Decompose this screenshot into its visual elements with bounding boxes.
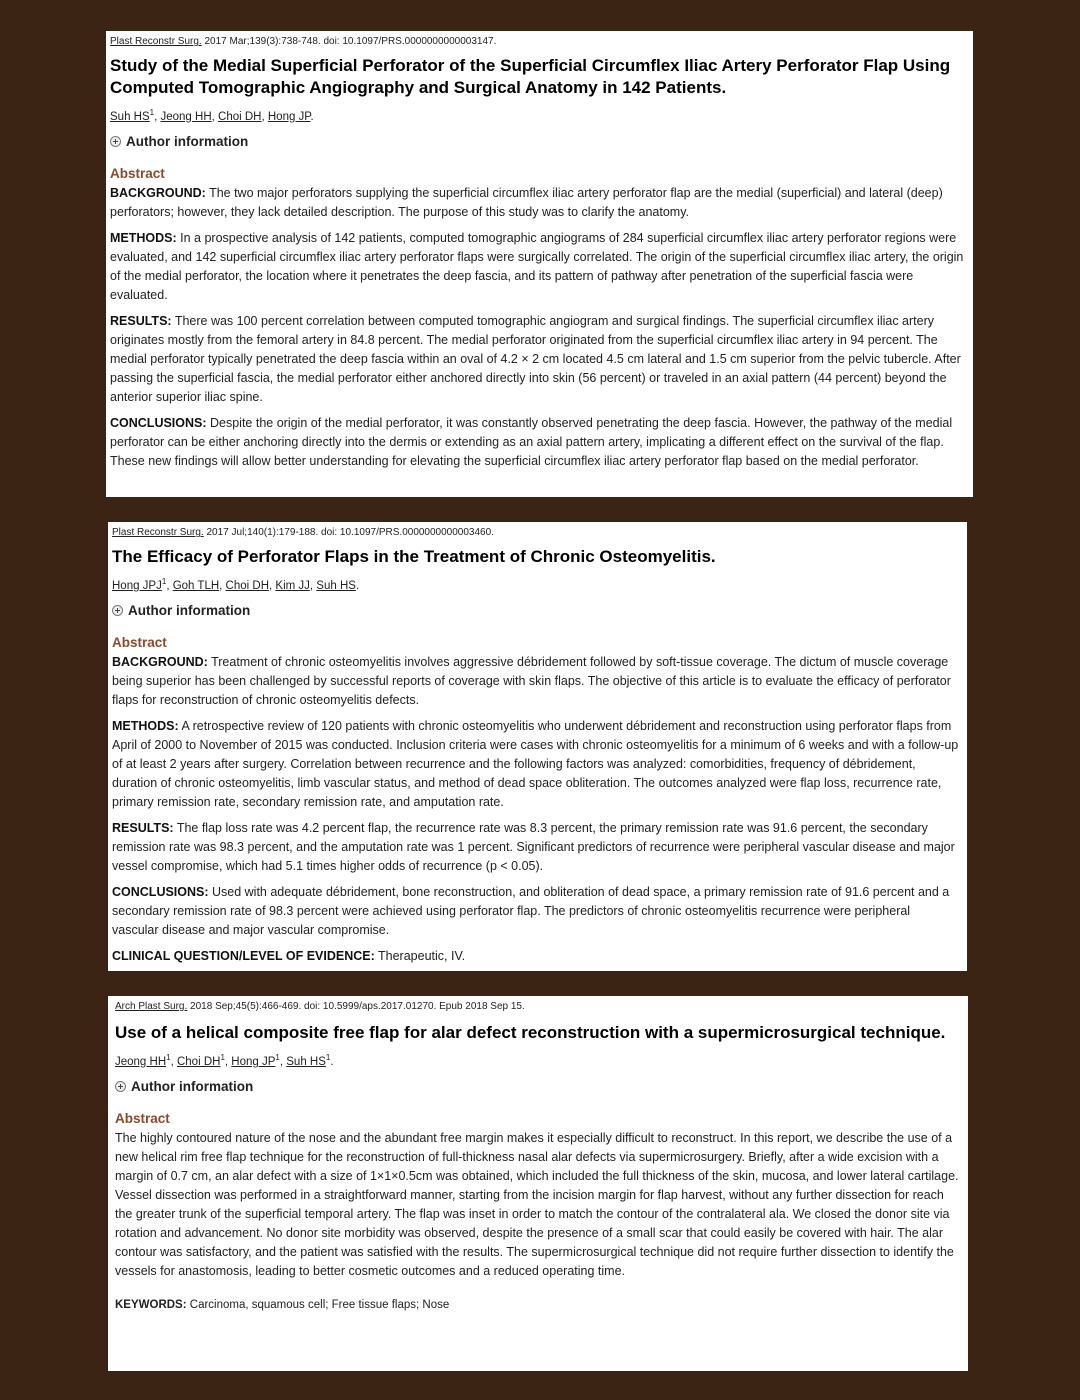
author-link[interactable]: Choi DH [176, 1055, 221, 1068]
journal-link[interactable]: Arch Plast Surg. [115, 1001, 188, 1012]
author-list: Jeong $HH^1$, Choi $DH^1$, Hong $JP^1$, Suh $HS^1$. [115, 1053, 334, 1068]
expand-plus-icon[interactable] [115, 1081, 126, 1092]
author-link[interactable]: Jeong HH [160, 110, 212, 123]
abstract-section: CLINICAL QUESTION/LEVEL OF EVIDENCE: Therapeutic, IV. [112, 948, 466, 963]
author-link[interactable]: Suh HS [110, 110, 150, 123]
expand-plus-icon[interactable] [110, 136, 121, 147]
author-list: Hong JPJ$^1$, Goh TLH, Choi DH, Kim JJ, Suh HS. [112, 577, 360, 592]
author-information-toggle[interactable]: Author information [115, 1079, 960, 1094]
abstract-heading: Abstract [110, 165, 165, 181]
article-title[interactable]: Use of a helical composite free flap for alar defect reconstruction with a supermicrosurgical technique. [115, 1023, 946, 1042]
article-card [108, 996, 968, 1371]
abstract-section: RESULTS: There was 100 percent correlation between computed tomographic angiogram and surgical findings. The superficial circumflex iliac artery originates mostly from the femoral artery in 84.8 percent. The medial perforator originated from the superficial circumflex iliac artery in 94 percent. The medial perforator typically penetrated the deep fascia within an oval of 4.2 × 2 cm located 4.5 cm lateral and 1.5 cm superior from the pelvic tubercle. After passing the superficial fascia, the medial perforator either anchored directly into skin (56 percent) or traveled in an axial pattern (44 percent) beyond the anterior superior iliac spine. [110, 313, 961, 404]
article-card [108, 522, 967, 971]
abstract-section: The highly contoured nature of the nose and the abundant free margin makes it especially difficult to reconstruct. In this report, we describe the use of a new helical rim free flap technique for the reconstruction of full-thickness nasal alar defects via supermicrosurgery. Briefly, after a wide excision with a margin of 0.7 cm, an alar defect with a size of 1×1×0.5cm was obtained, which included the full thickness of the skin, mucosa, and lower lateral cartilage. Vessel dissection was performed in a straightforward manner, starting from the incision margin for flap harvest, without any further dissection for reach the greater trunk of the superficial temporal artery. The flap was inset in order to match the contour of the contralateral ala. We closed the donor site via rotation and advancement. No donor site morbidity was observed, despite the presence of a small scar that could easily be covered with hair. The alar contour was satisfactory, and the patient was satisfied with the results. The supermicrosurgical technique did not require further dissection to identify the vessels for anastomosis, leading to better cosmetic outcomes and a reduced operating time. [115, 1130, 959, 1278]
author-link[interactable]: Hong JP [267, 110, 311, 123]
author-link[interactable]: Goh TLH [172, 579, 220, 592]
author-link[interactable]: Suh HS [316, 579, 356, 592]
author-link[interactable]: Choi DH [218, 110, 262, 123]
author-information-toggle[interactable]: Author information [112, 603, 959, 618]
article-title[interactable]: The Efficacy of Perforator Flaps in the Treatment of Chronic Osteomyelitis. [112, 547, 716, 566]
abstract-heading: Abstract [112, 634, 167, 650]
author-information-toggle[interactable]: Author information [110, 134, 965, 149]
author-link[interactable]: Suh HS [286, 1055, 326, 1068]
abstract-section: METHODS: In a prospective analysis of 142 patients, computed tomographic angiograms of 284 superficial circumflex iliac artery perforator regions were evaluated, and 142 superficial circumflex iliac artery perforator flaps were surgically correlated. The origin of the superficial circumflex iliac artery, the origin of the medial perforator, the location where it penetrates the deep fascia, and its pattern of pathway after penetration of the superficial fascia were evaluated. [110, 230, 964, 302]
journal-link[interactable]: Plast Reconstr Surg. [110, 36, 202, 47]
abstract-heading: Abstract [115, 1110, 170, 1126]
author-link[interactable]: Kim JJ [275, 579, 310, 592]
keywords: KEYWORDS: Carcinoma, squamous cell; Free tissue flaps; Nose [115, 1298, 450, 1311]
journal-link[interactable]: Plast Reconstr Surg. [112, 527, 204, 538]
abstract-section: METHODS: A retrospective review of 120 patients with chronic osteomyelitis who underwent débridement and reconstruction using perforator flaps from April of 2000 to November of 2015 was conducted. Inclusion criteria were cases with chronic osteomyelitis for a minimum of 6 weeks and with a follow-up of at least 2 years after surgery. Correlation between recurrence and the following factors was analyzed: comorbidities, frequency of débridement, duration of chronic osteomyelitis, limb vascular status, and method of dead space obliteration. The outcomes analyzed were flap loss, recurrence rate, primary remission rate, secondary remission rate, and amputation rate. [112, 718, 959, 809]
author-link[interactable]: Hong JP [231, 1055, 276, 1068]
abstract-section: CONCLUSIONS: Used with adequate débridement, bone reconstruction, and obliteration of dead space, a primary remission rate of 91.6 percent and a secondary remission rate of 98.3 percent were achieved using perforator flap. The predictors of chronic osteomyelitis recurrence were peripheral vascular disease and major vascular compromise. [112, 884, 950, 937]
abstract-section: BACKGROUND: Treatment of chronic osteomyelitis involves aggressive débridement followed by soft-tissue coverage. The dictum of muscle coverage being superior has been challenged by successful reports of coverage with skin flaps. The objective of this article is to evaluate the efficacy of perforator flaps for reconstruction of chronic osteomyelitis defects. [112, 654, 951, 707]
citation: Plast Reconstr Surg. 2017 Mar;139(3):738-748. doi: 10.1097/PRS.0000000000003147. [110, 36, 497, 47]
abstract-section: CONCLUSIONS: Despite the origin of the medial perforator, it was constantly observed penetrating the deep fascia. However, the pathway of the medial perforator can be either anchoring directly into the dermis or extending as an axial pattern artery, implicating a different effect on the survival of the flap. These new findings will allow better understanding for elevating the superficial circumflex iliac artery perforator flap based on the medial perforator. [110, 415, 953, 468]
citation: Arch Plast Surg. 2018 Sep;45(5):466-469. doi: 10.5999/aps.2017.01270. Epub 2018 Sep 15. [115, 1001, 525, 1012]
abstract-section: BACKGROUND: The two major perforators supplying the superficial circumflex iliac artery perforator flap are the medial (superficial) and lateral (deep) perforators; however, they lack detailed description. The purpose of this study was to clarify the anatomy. [110, 185, 943, 219]
author-link[interactable]: Hong JPJ [112, 579, 162, 592]
article-title[interactable]: Study of the Medial Superficial Perforator of the Superficial Circumflex Iliac Artery Perforator Flap Using Computed Tomographic Angiography and Surgical Anatomy in 142 Patients. [110, 56, 951, 97]
abstract-section: RESULTS: The flap loss rate was 4.2 percent flap, the recurrence rate was 8.3 percent, the primary remission rate was 91.6 percent, the secondary remission rate was 98.3 percent, and the amputation rate was 1 percent. Significant predictors of recurrence were peripheral vascular disease and major vessel compromise, which had 5.1 times higher odds of recurrence (p < 0.05). [112, 820, 955, 873]
expand-plus-icon[interactable] [112, 605, 123, 616]
citation: Plast Reconstr Surg. 2017 Jul;140(1):179-188. doi: 10.1097/PRS.0000000000003460. [112, 527, 494, 538]
article-card [106, 31, 973, 497]
author-link[interactable]: Choi DH [225, 579, 270, 592]
author-list: Suh $HS^1$, Jeong HH, Choi DH, Hong JP. [110, 108, 314, 123]
author-link[interactable]: Jeong HH [115, 1055, 167, 1068]
